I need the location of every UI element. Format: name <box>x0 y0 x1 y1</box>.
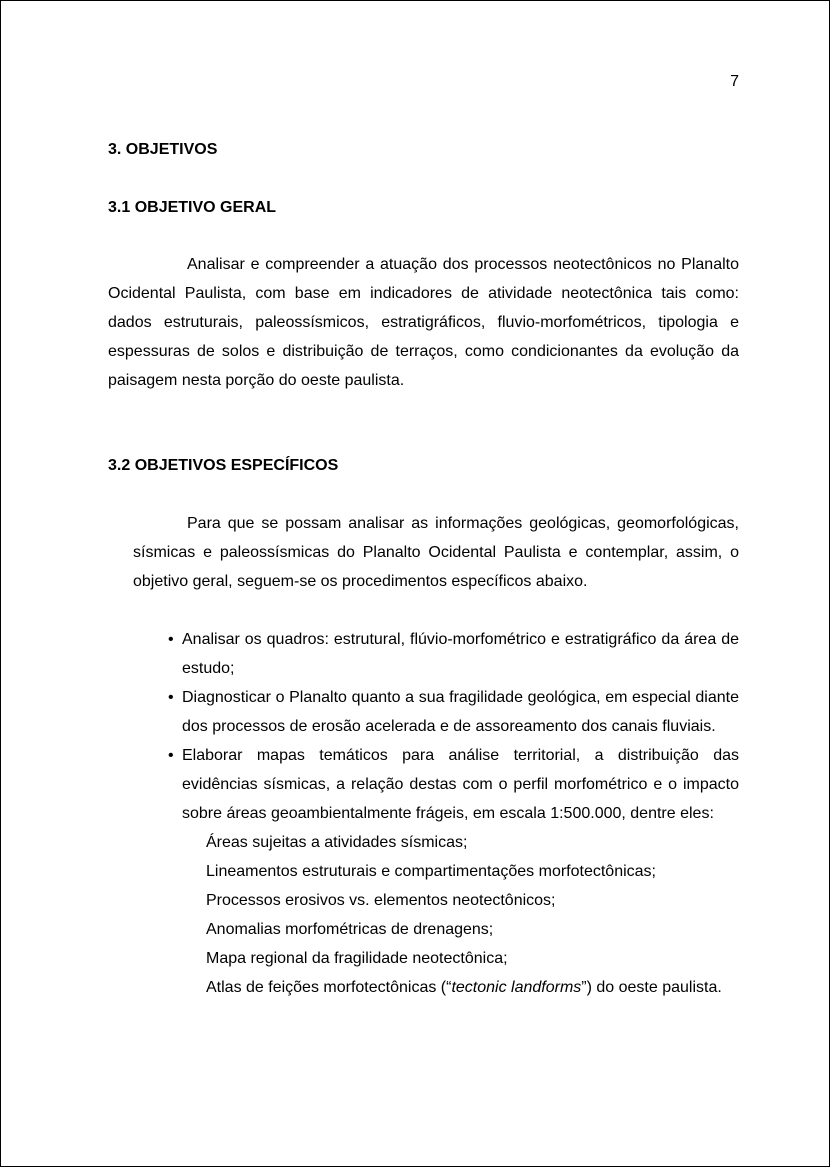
general-objective-paragraph: Analisar e compreender a atuação dos processos neotectônicos no Planalto Ocidental Paulista, com base em indicadores de atividade neotectônica tais como: dados estruturais, paleossísmicos, estratigráficos, fluvio-morfométricos, tipologia e espessuras de solos e distribuição de terraços, como condicionantes da evolução da paisagem nesta porção do oeste paulista. <box>108 256 739 389</box>
atlas-text-end: ”) do oeste paulista. <box>581 979 722 996</box>
map-item: Processos erosivos vs. elementos neotectônicos; <box>206 892 556 909</box>
atlas-text-start: Atlas de feições morfotectônicas (“ <box>206 979 452 996</box>
page-number: 7 <box>730 73 739 90</box>
specific-objectives-list <box>164 625 739 1002</box>
specific-objectives-title: 3.2 OBJETIVOS ESPECÍFICOS <box>108 457 339 474</box>
list-item: • Analisar os quadros: estrutural, flúvio-morfométrico e estratigráfico da área de estudo; <box>164 625 739 683</box>
specific-objectives-intro: Para que se possam analisar as informações geológicas, geomorfológicas, sísmicas e paleossísmicas do Planalto Ocidental Paulista e contemplar, assim, o objetivo geral, seguem-se os procedimentos específicos abaixo. <box>133 515 739 590</box>
list-item: • Diagnosticar o Planalto quanto a sua fragilidade geológica, em especial diante dos processos de erosão acelerada e de assoreamento dos canais fluviais. <box>164 683 739 741</box>
list-item-maps <box>164 741 739 1002</box>
section-title: 3. OBJETIVOS <box>108 141 218 158</box>
general-objective-title: 3.1 OBJETIVO GERAL <box>108 199 277 216</box>
map-list <box>206 828 739 1002</box>
list-item-text: Elaborar mapas temáticos para análise territorial, a distribuição das evidências sísmicas, a relação destas com o perfil morfométrico e o impacto sobre áreas geoambientalmente frágeis, em escala 1:500.000, dentre eles: <box>182 747 739 822</box>
map-item: Lineamentos estruturais e compartimentações morfotectônicas; <box>206 863 656 880</box>
map-item: Mapa regional da fragilidade neotectônica; <box>206 950 508 967</box>
atlas-italic-term: tectonic landforms <box>451 979 582 996</box>
atlas-item <box>206 973 739 1002</box>
map-item: Anomalias morfométricas de drenagens; <box>206 921 494 938</box>
map-item: Áreas sujeitas a atividades sísmicas; <box>206 834 468 851</box>
